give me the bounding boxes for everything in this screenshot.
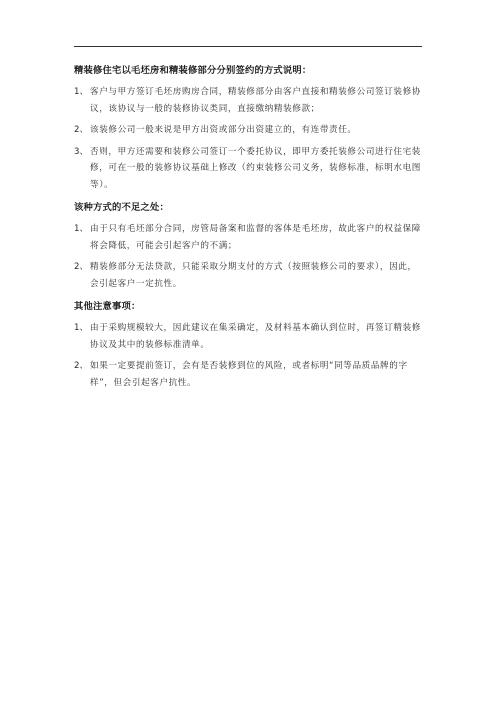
item-text: 如果一定要提前签订，会有是否装修到位的风险，或者标明“同等品质品牌的字样”，但会引起客户抗性。 — [90, 361, 408, 388]
section-other-notes — [62, 300, 424, 391]
section-signing-method — [62, 64, 424, 193]
list-item — [62, 320, 424, 353]
list-item — [62, 358, 424, 391]
item-number: 2、 — [74, 361, 89, 371]
item-text: 由于采购规模较大，因此建议在集采确定，及材料基本确认到位时，再签订精装修协议及其中的装修标准清单。 — [90, 323, 421, 350]
item-number: 2、 — [74, 125, 89, 135]
list-item — [62, 84, 424, 117]
list-item — [62, 221, 424, 254]
list-item — [62, 144, 424, 194]
section-heading: 其他注意事项： — [74, 301, 141, 312]
item-text: 精装修部分无法贷款，只能采取分期支付的方式（按照装修公司的要求），因此，会引起客户一定抗性。 — [90, 262, 417, 289]
item-number: 1、 — [74, 87, 89, 97]
item-number: 1、 — [74, 224, 89, 234]
item-text: 由于只有毛坯部分合同，房管局备案和监督的客体是毛坯房，故此客户的权益保障将会降低，可能会引起客户的不满； — [90, 224, 421, 251]
item-number: 2、 — [74, 262, 89, 272]
section-heading: 精装修住宅以毛坯房和精装修部分分别签约的方式说明： — [74, 65, 312, 76]
list-item — [62, 259, 424, 292]
item-text: 否则，甲方还需要和装修公司签订一个委托协议，即甲方委托装修公司进行住宅装修，可在一般的装修协议基础上修改（约束装修公司义务，装修标准，标明水电图等）。 — [90, 146, 421, 190]
header-rule — [74, 46, 422, 47]
section-heading: 该种方式的不足之处： — [74, 202, 169, 213]
section-shortcomings — [62, 201, 424, 292]
document-body — [62, 64, 424, 396]
list-item — [62, 122, 424, 139]
item-text: 该装修公司一般来说是甲方出资或部分出资建立的，有连带责任。 — [90, 125, 357, 135]
item-text: 客户与甲方签订毛坯房购房合同，精装修部分由客户直接和精装修公司签订装修协议，该协议与一般的装修协议类同，直接缴纳精装修款； — [90, 87, 421, 114]
item-number: 3、 — [74, 146, 89, 157]
item-number: 1、 — [74, 323, 89, 333]
